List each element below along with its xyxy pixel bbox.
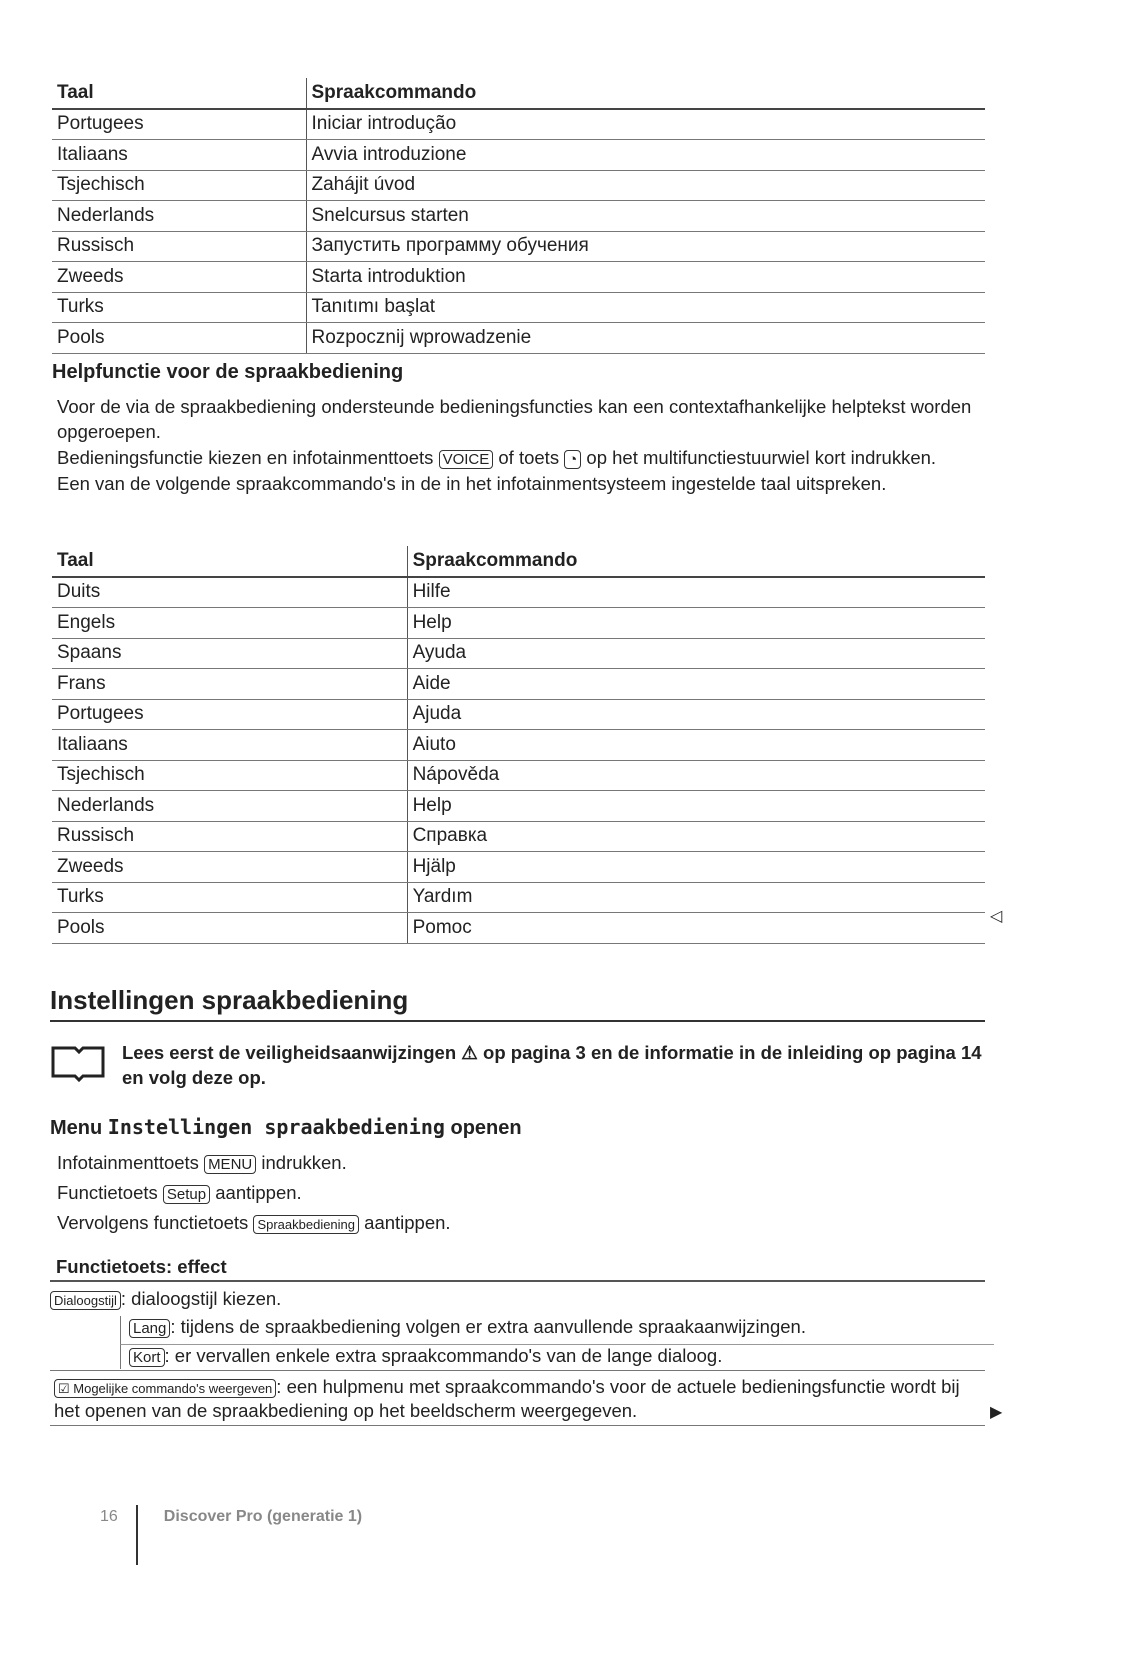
menu-heading — [50, 1115, 522, 1140]
function-row — [50, 1288, 985, 1310]
table-row — [52, 140, 985, 171]
step — [57, 1148, 977, 1177]
table-row — [52, 730, 985, 761]
command-cell: Hilfe — [407, 577, 985, 608]
language-cell: Pools — [52, 323, 306, 354]
table-row — [52, 109, 985, 140]
continue-arrow-icon: ▶ — [990, 1404, 1003, 1421]
language-cell: Frans — [52, 669, 407, 700]
spraakbediening-key: Spraakbediening — [253, 1215, 359, 1234]
table-row — [52, 323, 985, 354]
paragraph: Een van de volgende spraakcommando's in de in het infotainmentsysteem ingestelde taal uitspreken. — [57, 473, 887, 494]
manual-title: Discover Pro (generatie 1) — [163, 1508, 363, 1525]
language-cell: Nederlands — [52, 201, 306, 232]
function-row — [120, 1316, 994, 1345]
help-commands-table — [52, 546, 985, 944]
table-row — [52, 608, 985, 639]
help-title: Helpfunctie voor de spraakbediening — [52, 361, 404, 383]
col-header: Taal — [52, 78, 306, 109]
command-cell: Aide — [407, 669, 985, 700]
language-cell: Nederlands — [52, 791, 407, 822]
dialoogstijl-key: Dialoogstijl — [50, 1291, 121, 1310]
language-cell: Zweeds — [52, 852, 407, 883]
menu-key: MENU — [204, 1155, 256, 1174]
text: Vervolgens functietoets — [57, 1212, 249, 1233]
language-cell: Engels — [52, 608, 407, 639]
book-icon — [50, 1040, 108, 1084]
text: op het multifunctiestuurwiel kort indrukken. — [586, 447, 937, 468]
command-cell: Avvia introduzione — [306, 140, 985, 171]
command-cell: Tanıtımı başlat — [306, 292, 985, 323]
text: Lees eerst de veiligheidsaanwijzingen — [122, 1042, 457, 1063]
table-row — [52, 170, 985, 201]
command-cell: Ayuda — [407, 638, 985, 669]
text: : tijdens de spraakbediening volgen er extra aanvullende spraakaanwijzingen. — [170, 1316, 806, 1337]
paragraph: Voor de via de spraakbediening ondersteunde bedieningsfuncties kan een contextafhankelijke helptekst worden opgeroepen. — [57, 396, 972, 442]
language-cell: Spaans — [52, 638, 407, 669]
language-cell: Italiaans — [52, 140, 306, 171]
command-cell: Nápověda — [407, 760, 985, 791]
table-row — [52, 231, 985, 262]
table-row — [52, 262, 985, 293]
text: openen — [450, 1117, 522, 1139]
function-row — [50, 1370, 985, 1426]
language-cell: Portugees — [52, 109, 306, 140]
table-row — [52, 201, 985, 232]
table-row — [52, 669, 985, 700]
command-cell: Help — [407, 608, 985, 639]
command-cell: Rozpocznij wprowadzenie — [306, 323, 985, 354]
command-cell: Help — [407, 791, 985, 822]
language-cell: Tsjechisch — [52, 760, 407, 791]
text: : er vervallen enkele extra spraakcommando's van de lange dialoog. — [164, 1345, 723, 1366]
text: aantippen. — [364, 1212, 451, 1233]
language-cell: Russisch — [52, 821, 407, 852]
text: of toets — [498, 447, 560, 468]
menu-steps — [57, 1148, 977, 1238]
table-row — [52, 699, 985, 730]
text: : een hulpmenu met spraakcommando's voor de actuele bedieningsfunctie wordt bij het openen van de spraakbediening op het beeldscherm weergegeven. — [54, 1376, 960, 1421]
language-cell: Russisch — [52, 231, 306, 262]
paragraph — [57, 445, 977, 470]
safety-note — [50, 1040, 985, 1089]
table-row — [52, 638, 985, 669]
text: indrukken. — [261, 1152, 347, 1173]
language-cell: Italiaans — [52, 730, 407, 761]
command-cell: Aiuto — [407, 730, 985, 761]
text: op pagina 3 en de informatie in de inleiding op pagina 14 en volg deze op. — [122, 1042, 982, 1088]
table-row — [52, 882, 985, 913]
command-cell: Yardım — [407, 882, 985, 913]
command-cell: Hjälp — [407, 852, 985, 883]
col-header: Spraakcommando — [306, 78, 985, 109]
text: Infotainmenttoets — [57, 1152, 199, 1173]
command-cell: Starta introduktion — [306, 262, 985, 293]
command-cell: Запустить программу обучения — [306, 231, 985, 262]
command-cell: Iniciar introdução — [306, 109, 985, 140]
divider — [136, 1505, 138, 1565]
menu-name: Instellingen spraakbediening — [107, 1115, 445, 1139]
intro-commands-table — [52, 78, 985, 354]
language-cell: Tsjechisch — [52, 170, 306, 201]
command-cell: Справка — [407, 821, 985, 852]
command-cell: Pomoc — [407, 913, 985, 944]
command-cell: Ajuda — [407, 699, 985, 730]
table-row — [52, 292, 985, 323]
table-row — [52, 791, 985, 822]
text: Bedieningsfunctie kiezen en infotainmenttoets — [57, 447, 434, 468]
step — [57, 1178, 977, 1207]
steering-voice-key-icon: ◔ — [564, 450, 581, 469]
text: : dialoogstijl kiezen. — [120, 1288, 282, 1309]
table-row — [52, 577, 985, 608]
col-header: Taal — [52, 546, 407, 577]
text: Menu — [50, 1117, 103, 1139]
voice-key: VOICE — [439, 450, 494, 469]
page-number: 16 — [100, 1508, 118, 1525]
function-row — [120, 1345, 994, 1369]
footer — [100, 1505, 362, 1565]
language-cell: Zweeds — [52, 262, 306, 293]
help-text — [57, 394, 977, 497]
language-cell: Turks — [52, 882, 407, 913]
language-cell: Pools — [52, 913, 407, 944]
language-cell: Portugees — [52, 699, 407, 730]
commands-toggle-key: ☑ Mogelijke commando's weergeven — [54, 1379, 276, 1398]
setup-key: Setup — [163, 1185, 210, 1204]
kort-key: Kort — [129, 1348, 165, 1367]
step — [57, 1208, 977, 1237]
text: Functietoets — [57, 1182, 158, 1203]
section-end-icon: ◁ — [990, 908, 1003, 925]
section-title: Instellingen spraakbediening — [50, 985, 985, 1022]
lang-key: Lang — [129, 1319, 170, 1338]
text: aantippen. — [215, 1182, 302, 1203]
table-row — [52, 821, 985, 852]
command-cell: Snelcursus starten — [306, 201, 985, 232]
table-row — [52, 913, 985, 944]
col-header: Spraakcommando — [407, 546, 985, 577]
warning-icon: ⚠ — [461, 1042, 478, 1063]
language-cell: Duits — [52, 577, 407, 608]
table-row — [52, 852, 985, 883]
language-cell: Turks — [52, 292, 306, 323]
function-table-title: Functietoets: effect — [50, 1256, 985, 1282]
table-row — [52, 760, 985, 791]
command-cell: Zahájit úvod — [306, 170, 985, 201]
